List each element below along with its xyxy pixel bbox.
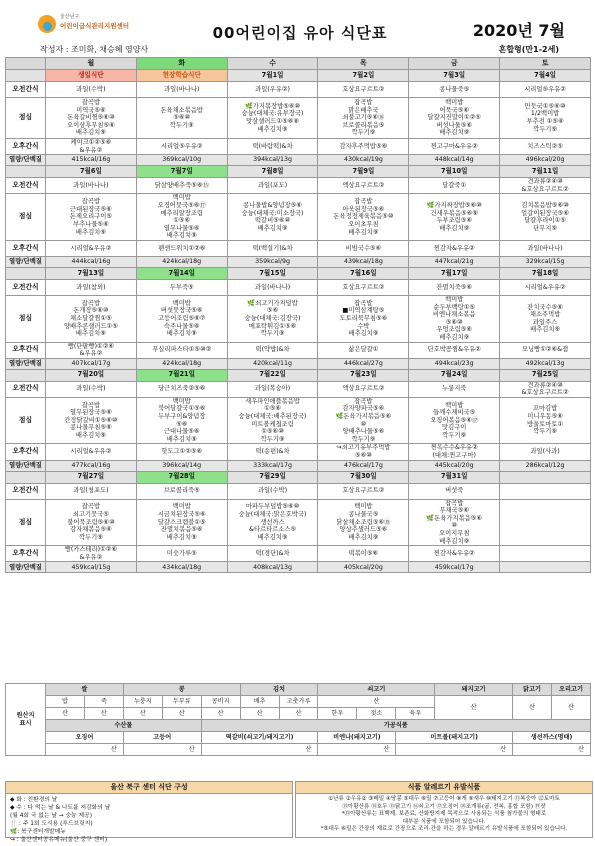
morning-snack-cell: 시리얼⑤우유② [500, 82, 591, 98]
morning-snack-cell: 액상요구르트② [318, 178, 409, 194]
origin-item: 고등어 [123, 732, 201, 744]
morning-snack-cell: 브로콜리죽⑤ [136, 483, 227, 499]
date-cell: 7월31일 [409, 471, 500, 483]
calorie-protein-row [6, 460, 591, 471]
date-row [6, 369, 591, 381]
lunch-cell: 콩나물밥&양념장⑤⑥ 숭늉(대체국:미소장국) 떡갈비⑤⑥⑩ 배추김치⑨ [227, 194, 318, 241]
date-cell: 7월4일 [500, 70, 591, 82]
origin-table [5, 683, 591, 756]
lunch-row [6, 194, 591, 241]
allergen-line: *⑬아황산류는 표백제, 보존료, 산화방지제 목적으로 사용되는 식품 첨가물의 형태로 [341, 811, 547, 818]
afternoon-snack-cell: 삶은달걀① [318, 342, 409, 358]
calorie-protein-cell: 446kcal/27g [318, 358, 409, 369]
date-cell [500, 471, 591, 483]
afternoon-snack-cell: 찐고구마&우유② [409, 139, 500, 155]
lunch-cell: 백미밥 북어달걀국①⑤⑥ 두부구이&양념장 ⑤⑥ 근대나물⑤⑥ 배추김치⑨ [136, 397, 227, 444]
morning-snack-cell: 과일(수박) [46, 82, 137, 98]
morning-snack-row [6, 483, 591, 499]
origin-processed-head: 가공식품 [201, 720, 590, 732]
lunch-cell: 잡곡밥 감자양파국⑤⑥ 🌿돈육가지볶음⑤⑥ ⑩ 양배추나물⑤⑥ 깍두기⑨ [318, 397, 409, 444]
origin-item: 비엔나(돼지고기) [318, 732, 396, 744]
author-line: 작성자 : 조미화, 채승혜 영양사 [40, 45, 149, 54]
lunch-cell: 백미밥 시금치된장국⑤⑥ 달걀스크램블①⑤ 잔멸치볶음⑤⑥ 배추김치⑨ [136, 499, 227, 546]
afternoon-snack-cell: 찐감자&우유② [409, 546, 500, 562]
afternoon-snack-cell: 빵(단팥빵)①②⑥ &우유② [46, 342, 137, 358]
morning-snack-cell: 과일(바나나) [227, 279, 318, 295]
afternoon-snack-cell: 과일(사과) [500, 444, 591, 460]
origin-cell: 밥 [46, 696, 85, 708]
lunch-row [6, 98, 591, 139]
lunch-cell: 만둣국①⑤⑥⑩ 1/2백미밥 부추전 ①⑤⑥ 깍두기⑨ [500, 98, 591, 139]
date-cell: 7월30일 [318, 471, 409, 483]
lunch-cell: 잡곡밥 ■미역삼계탕⑤ 도토리묵무침⑤⑥ 수박 배추김치⑨ [318, 295, 409, 342]
lunch-cell: 백미밥 버섯뭇장국⑤⑥ 고등어조림⑤⑥⑦ 숙주나물⑤⑥ 배추김치⑨ [136, 295, 227, 342]
date-row-label [6, 369, 46, 381]
logo-icon [38, 15, 56, 33]
origin-item: 떡갈비(쇠고기/돼지고기) [201, 732, 318, 744]
morning-snack-cell: 두부죽⑤ [136, 279, 227, 295]
calorie-protein-cell: 439kcal/18g [318, 256, 409, 267]
afternoon-snack-cell: 찐옥수수&우유② (대체:찐고구마) [409, 444, 500, 460]
afternoon-snack-label: 오후간식 [6, 444, 46, 460]
calorie-protein-cell: 333kcal/17g [227, 460, 318, 471]
composition-item: (월 4회 국 없는 날 → 숭늉 제공) [10, 813, 92, 819]
lunch-cell: 백미밥 들깨수제비국⑤ 오징어볶음⑤⑥⑰ 맛김구이 깍두기⑨ [409, 397, 500, 444]
morning-snack-cell: 호상요구르트② [318, 279, 409, 295]
calorie-protein-cell: 424kcal/18g [136, 256, 227, 267]
afternoon-snack-label: 오후간식 [6, 342, 46, 358]
afternoon-snack-cell: 팬샌드위치①②⑥ [136, 240, 227, 256]
origin-item: 생선까스(명태) [513, 732, 591, 744]
origin-rice: 쌀 [46, 684, 124, 696]
morning-snack-cell: 과일(포도) [227, 178, 318, 194]
date-cell: 7월24일 [409, 369, 500, 381]
weekday-header: 토 [500, 58, 591, 70]
morning-snack-label: 오전간식 [6, 279, 46, 295]
composition-item: ◆ 수 : 다 먹는 날 & 나트륨 저감화의 날 [10, 805, 111, 811]
composition-item: ◆ 화 : 친환경의 날 [10, 797, 58, 803]
month-title: 2020년 7월 [472, 21, 565, 40]
date-cell: 7월27일 [46, 471, 137, 483]
date-cell: 7월10일 [409, 166, 500, 178]
calorie-protein-cell: 496kcal/20g [500, 155, 591, 166]
calorie-protein-cell: 369kcal/10g [136, 155, 227, 166]
page-title: 00어린이집 유아 식단표 [212, 24, 388, 42]
weekday-header: 화 [136, 58, 227, 70]
afternoon-snack-cell: 푸실리파스타①⑤⑩② [136, 342, 227, 358]
weekday-header: 목 [318, 58, 409, 70]
lunch-label: 점심 [6, 499, 46, 546]
afternoon-snack-label: 오후간식 [6, 240, 46, 256]
logo-main-text: 어린이급식관리지원센터 [60, 22, 130, 30]
afternoon-snack-cell: 시리얼&우유② [46, 444, 137, 460]
morning-snack-cell: 시리얼&우유② [500, 279, 591, 295]
date-cell: 7월9일 [318, 166, 409, 178]
date-cell: 7월11일 [500, 166, 591, 178]
morning-snack-cell: 잔멸치죽⑤⑥ [409, 279, 500, 295]
calorie-protein-label: 열량/단백질 [6, 256, 46, 267]
lunch-label: 점심 [6, 397, 46, 444]
weekday-header: 금 [409, 58, 500, 70]
afternoon-snack-cell: 떡(약밥)&차 [227, 342, 318, 358]
lunch-label: 점심 [6, 295, 46, 342]
allergen-line: 대부분 식품에 포함되어 있습니다. [402, 818, 486, 825]
morning-snack-cell: 액상요구르트② [318, 381, 409, 397]
afternoon-snack-cell: 떡볶이⑤⑥ [318, 546, 409, 562]
calorie-protein-cell: 445kcal/20g [409, 460, 500, 471]
morning-snack-cell: 견과류②④⑩ &호상요구르트② [500, 178, 591, 194]
afternoon-snack-cell: 떡(바람떡)&차 [227, 139, 318, 155]
origin-cell: 산 [123, 744, 201, 756]
lunch-cell: 백미밥 어묵국⑤⑥ 달걀지진말이①②⑤ 버섯나물⑤⑥ 배추김치⑨ [409, 98, 500, 139]
morning-snack-cell: 과일(수박) [227, 483, 318, 499]
origin-cell: 죽 [84, 696, 123, 708]
calorie-protein-cell: 329kcal/15g [500, 256, 591, 267]
date-cell: 7월23일 [318, 369, 409, 381]
origin-cell: 육우 [396, 708, 435, 720]
morning-snack-cell: 달걀죽① [409, 178, 500, 194]
allergen-list [296, 794, 592, 836]
calorie-protein-cell: 405kcal/20g [318, 562, 409, 573]
morning-snack-row [6, 279, 591, 295]
lunch-cell [500, 499, 591, 546]
calorie-protein-cell: 415kcal/16g [46, 155, 137, 166]
lunch-cell: 잡곡밥 근대된장국⑤⑥ 돈제오리구이⑤ 부추나물⑤⑥ 배추김치⑨ [46, 194, 137, 241]
allergen-line: *⑤대두 ⑥밀은 간장의 재료로 간장으로 조리·간을 하는 경우 알레르기 유발식품에 포함되어 있습니다. [320, 826, 568, 833]
lunch-cell: 잔치국수⑤⑥ 채소주먹밥 과일주스 배추김치⑨ [500, 295, 591, 342]
afternoon-snack-cell: 치즈스틱②⑤ [500, 139, 591, 155]
date-cell: 7월7일 [136, 166, 227, 178]
weekday-header: 월 [46, 58, 137, 70]
lunch-cell: 🌿가지짜장밥⑤⑥⑩ 건새우볶음⑤⑥⑨ 두부조림⑤⑥ 배추김치⑨ [409, 194, 500, 241]
morning-snack-cell: 과일(바나나) [136, 82, 227, 98]
origin-cell: 고춧가루 [279, 696, 318, 708]
date-cell: 7월22일 [227, 369, 318, 381]
corner-cell [6, 58, 46, 70]
afternoon-snack-cell: 떡(경단)&차 [227, 546, 318, 562]
afternoon-snack-cell: 찐감자&우유② [409, 240, 500, 256]
origin-cell: 젖소 [357, 708, 396, 720]
lunch-cell: 백미밥 오징어뭇국⑤⑥⑰ 메추리알장조림 ①⑤⑥ 열무나물⑤⑥ 배추김치⑨ [136, 194, 227, 241]
origin-cell: 산 [551, 696, 590, 720]
afternoon-snack-label: 오후간식 [6, 139, 46, 155]
morning-snack-cell: 과일(바나나) [46, 178, 137, 194]
date-row [6, 471, 591, 483]
origin-cell: 산 [123, 708, 162, 720]
afternoon-snack-cell: 떡(백설기)&차 [227, 240, 318, 256]
lunch-cell: 김치볶음밥⑤⑥⑩ 얼갈이된장국⑤⑥ 달걀후라이①⑤ 단무지⑨ [500, 194, 591, 241]
date-cell: 7월6일 [46, 166, 137, 178]
origin-label: 원산지 표시 [6, 684, 46, 756]
morning-snack-row [6, 178, 591, 194]
menu-composition-box [5, 781, 293, 843]
calorie-protein-cell: 459kcal/17g [409, 562, 500, 573]
calorie-protein-label: 열량/단백질 [6, 562, 46, 573]
lunch-cell: 새우파인애플볶음밥 ①⑤⑥ 숭늉(대체국:배추된장국) 미트볼케첩조림 ①⑤⑥⑩ 깍두기⑨ [227, 397, 318, 444]
date-cell: 7월15일 [227, 267, 318, 279]
origin-seafood-head: 수산물 [46, 720, 202, 732]
date-cell: 7월8일 [227, 166, 318, 178]
lunch-row [6, 397, 591, 444]
origin-cell: 산 [435, 696, 513, 720]
origin-cell: 산 [240, 708, 279, 720]
calorie-protein-row [6, 562, 591, 573]
afternoon-snack-row [6, 139, 591, 155]
date-row-label [6, 70, 46, 82]
lunch-cell: 잡곡밥 아욱된장국⑤⑥ 돈육정정제육볶음⑤⑩ 오이초무침 배추김치⑨ [318, 194, 409, 241]
lunch-cell: 마파두부덮밥⑤⑥⑩ 숭늉(대체국:맑은호박국) 생선까스 &타르타르소스⑤ 배추김치⑨ [227, 499, 318, 546]
date-cell: 7월14일 [136, 267, 227, 279]
calorie-protein-cell: 476kcal/17g [318, 460, 409, 471]
date-cell: 7월18일 [500, 267, 591, 279]
afternoon-snack-cell: 미숫가루⑤ [136, 546, 227, 562]
morning-snack-label: 오전간식 [6, 483, 46, 499]
calorie-protein-cell: 459kcal/15g [46, 562, 137, 573]
lunch-cell: 잡곡밥 쇠고기뭇국⑤ 불어묵조림⑤⑥⑩ 감자채볶음⑤⑥ 깍두기⑨ [46, 499, 137, 546]
calorie-protein-label: 열량/단백질 [6, 358, 46, 369]
calorie-protein-row [6, 155, 591, 166]
calorie-protein-cell: 430kcal/19g [318, 155, 409, 166]
date-row-label [6, 166, 46, 178]
weekday-header-row [6, 58, 591, 70]
afternoon-snack-cell: 케이크①②⑤⑥ &우유② [46, 139, 137, 155]
calorie-protein-cell: 448kcal/14g [409, 155, 500, 166]
date-cell: 7월17일 [409, 267, 500, 279]
origin-beef: 쇠고기 [318, 684, 435, 696]
allergen-box [295, 781, 593, 838]
origin-cell: 산 [279, 708, 318, 720]
afternoon-snack-cell: 단호박꽁찜&우유② [409, 342, 500, 358]
date-row [6, 70, 591, 82]
origin-cell: 산 [46, 744, 124, 756]
morning-snack-label: 오전간식 [6, 82, 46, 98]
calorie-protein-cell [500, 562, 591, 573]
origin-kimchi: 김치 [240, 684, 318, 696]
morning-snack-cell: 닭살양배추죽⑤⑥⑮ [136, 178, 227, 194]
origin-cell: 두부류 [162, 696, 201, 708]
calorie-protein-cell: 447kcal/21g [409, 256, 500, 267]
date-cell: 7월2일 [318, 70, 409, 82]
morning-snack-row [6, 381, 591, 397]
calorie-protein-cell: 407kcal/17g [46, 358, 137, 369]
morning-snack-cell [500, 483, 591, 499]
date-row-label [6, 471, 46, 483]
morning-snack-cell: 콩나물죽⑤ [409, 82, 500, 98]
origin-cell: 산 [201, 708, 240, 720]
origin-pork: 돼지고기 [435, 684, 513, 696]
origin-cell: 산 [84, 708, 123, 720]
afternoon-snack-cell: 핫도그①②⑤⑥ [136, 444, 227, 460]
calorie-protein-cell: 434kcal/18g [136, 562, 227, 573]
afternoon-snack-cell [500, 546, 591, 562]
afternoon-snack-cell: 과일(바나나) [500, 240, 591, 256]
origin-bean: 콩 [123, 684, 240, 696]
date-cell: 현장학습식단 [136, 70, 227, 82]
center-logo [38, 12, 208, 38]
morning-snack-cell: 과일(참외) [46, 279, 137, 295]
calorie-protein-cell: 359kcal/9g [227, 256, 318, 267]
origin-cell: 산 [396, 744, 513, 756]
date-cell: 7월29일 [227, 471, 318, 483]
afternoon-snack-cell: 떡(송편)&차 [227, 444, 318, 460]
origin-duck: 오리고기 [551, 684, 590, 696]
calorie-protein-cell: 444kcal/16g [46, 256, 137, 267]
calorie-protein-label: 열량/단백질 [6, 155, 46, 166]
afternoon-snack-label: 오후간식 [6, 546, 46, 562]
calorie-protein-cell: 494kcal/23g [409, 358, 500, 369]
morning-snack-cell: 과일(복숭아) [227, 381, 318, 397]
morning-snack-cell: 당근치즈죽②⑤⑥ [136, 381, 227, 397]
calorie-protein-cell: 492kcal/13g [500, 358, 591, 369]
afternoon-snack-row [6, 546, 591, 562]
date-cell: 생일식단 [46, 70, 137, 82]
afternoon-snack-row [6, 444, 591, 460]
calorie-protein-cell: 286kcal/12g [500, 460, 591, 471]
calorie-protein-label: 열량/단백질 [6, 460, 46, 471]
calorie-protein-cell: 477kcal/16g [46, 460, 137, 471]
morning-snack-row [6, 82, 591, 98]
date-cell: 7월21일 [136, 369, 227, 381]
morning-snack-cell: 버섯죽 [409, 483, 500, 499]
lunch-cell: 🌿쇠고기가지덮밥 ⑤⑥ 숭늉(대체국:김장국) 메포탁튀김①⑤⑥ 깍두기⑨ [227, 295, 318, 342]
calorie-protein-row [6, 358, 591, 369]
lunch-row [6, 499, 591, 546]
afternoon-snack-cell: ↪쇠고기유부주먹밥 ⑤⑥⑩ [318, 444, 409, 460]
allergen-line: ①난류 ②우유② ③메밀 ④땅콩 ⑤대두 ⑥밀 ⑦고등어 ⑧게 ⑨새우 ⑩돼지고기 ⑪복숭아 ⑫토마토 [328, 796, 560, 802]
afternoon-snack-cell: 비빔국수⑤⑥ [318, 240, 409, 256]
morning-snack-cell: 과일(수박) [46, 381, 137, 397]
lunch-cell: 백미밥 순두부백탕①⑤ 비엔나채소볶음 ⑤⑥⑩ 우엉조림⑤⑥ 배추김치⑨ [409, 295, 500, 342]
origin-cell: 산 [46, 708, 85, 720]
allergen-line: ⑬아황산류 ⑭호두 ⑮닭고기 ⑯쇠고기 ⑰오징어 ⑱조개류(굴, 전복, 홍합 포함) ⑲잣 [342, 803, 546, 810]
calorie-protein-cell: 424kcal/18g [136, 358, 227, 369]
menu-composition-title: 울산 북구 센터 식단 구성 [6, 782, 292, 794]
morning-snack-cell: 누룽지죽 [409, 381, 500, 397]
composition-item: 🌿: 북구센터개발메뉴 [10, 829, 66, 835]
menu-composition-list [6, 794, 292, 846]
origin-chicken: 닭고기 [513, 684, 552, 696]
date-cell: 7월20일 [46, 369, 137, 381]
origin-cell: 누룽지 [123, 696, 162, 708]
date-row-label [6, 267, 46, 279]
origin-cell: 콩비지 [201, 696, 240, 708]
composition-item: ↪ : 울산센터공유메뉴(울산 중구 센터) [10, 837, 108, 843]
morning-snack-cell: 호상요구르트② [318, 82, 409, 98]
origin-cell: 산 [513, 744, 591, 756]
origin-cell: 배추 [240, 696, 279, 708]
morning-snack-label: 오전간식 [6, 178, 46, 194]
origin-item: 오징어 [46, 732, 124, 744]
lunch-cell: 🌿가지볶장밥⑤⑥⑩ 숭늉(대체국:유부장국) 맛살샐러드①⑤⑥⑧ 배추김치⑨ [227, 98, 318, 139]
afternoon-snack-cell: 감자후주먹밥⑤⑥ [318, 139, 409, 155]
origin-cell: 산 [201, 744, 318, 756]
origin-cell: 산 [318, 744, 396, 756]
origin-cell: 산 [513, 696, 552, 720]
afternoon-snack-row [6, 342, 591, 358]
allergen-title: 식품 알레르기 유발식품 [296, 782, 592, 794]
date-cell: 7월1일 [227, 70, 318, 82]
lunch-cell: 잡곡밥 맑은배추국 쇠불고기⑤⑥⑯ 브로콜리볶음⑤ 깍두기⑨ [318, 98, 409, 139]
date-cell: 7월16일 [318, 267, 409, 279]
calorie-protein-cell: 420kcal/11g [227, 358, 318, 369]
morning-snack-cell: 호상요구르트② [318, 483, 409, 499]
morning-snack-cell: 견과류②④⑩ &호상요구르트② [500, 381, 591, 397]
afternoon-snack-cell: 시리얼&우유② [46, 240, 137, 256]
lunch-label: 점심 [6, 98, 46, 139]
lunch-cell: 꼬마김밥 미니우동⑤⑥ 방울토마토① 깍두기⑨ [500, 397, 591, 444]
lunch-row [6, 295, 591, 342]
morning-snack-cell: 과일(우유②) [227, 82, 318, 98]
lunch-label: 점심 [6, 194, 46, 241]
calorie-protein-row [6, 256, 591, 267]
date-row [6, 166, 591, 178]
lunch-cell: 잡곡밥 무채국⑤⑥ 🌿돈육가지볶음⑤⑥ ⑩ 오이지무침 배추김치⑨ [409, 499, 500, 546]
afternoon-snack-cell: 시리얼⑤우유② [136, 139, 227, 155]
date-cell: 7월13일 [46, 267, 137, 279]
morning-snack-label: 오전간식 [6, 381, 46, 397]
composition-item: 🍴 : 주 1회 도시용 (푸드브릿지) [10, 821, 93, 827]
logo-small-text: 울산남구 [60, 14, 80, 20]
lunch-cell: 잡곡밥 미역국⑤⑥ 돈육갈비찜⑤⑥⑩ 오이삼후무침⑤⑥ 배추김치⑨ [46, 98, 137, 139]
weekday-header: 수 [227, 58, 318, 70]
lunch-cell: 돈육채소볶음밥 ⑤⑥⑩ 깍두기⑨ [136, 98, 227, 139]
calorie-protein-cell: 396kcal/14g [136, 460, 227, 471]
date-row [6, 267, 591, 279]
meal-plan-table [5, 57, 591, 573]
origin-cell: 한우 [318, 708, 357, 720]
calorie-protein-cell: 394kcal/13g [227, 155, 318, 166]
date-cell: 7월3일 [409, 70, 500, 82]
afternoon-snack-cell: 빵(카스테라)①②⑥ &우유② [46, 546, 137, 562]
lunch-cell: 잡곡밥 열무된장국⑤⑥ 간장닭갈비①⑤⑥⑩ 콩나물무침⑤⑥ 배추김치⑨ [46, 397, 137, 444]
date-cell: 7월28일 [136, 471, 227, 483]
afternoon-snack-cell: 모닝빵①②⑥&잼 [500, 342, 591, 358]
origin-cell: 산 [318, 696, 435, 708]
afternoon-snack-row [6, 240, 591, 256]
morning-snack-cell: 과일(청포도) [46, 483, 137, 499]
calorie-protein-cell: 408kcal/13g [227, 562, 318, 573]
date-cell: 7월25일 [500, 369, 591, 381]
menu-type: 혼합형(만1-2세) [498, 45, 559, 54]
lunch-cell: 잡곡밥 돈개장⑤⑥⑩ 채소달걀찜①⑤ 양배추콘샐러드①⑤ 배추김치⑨ [46, 295, 137, 342]
lunch-cell: 백미밥 콩나물국⑤ 닭살채소조림⑤⑥⑮ 양상추샐러드⑤⑥ 배추김치⑨ [318, 499, 409, 546]
origin-item: 미트볼(돼지고기) [396, 732, 513, 744]
origin-cell: 산 [162, 708, 201, 720]
